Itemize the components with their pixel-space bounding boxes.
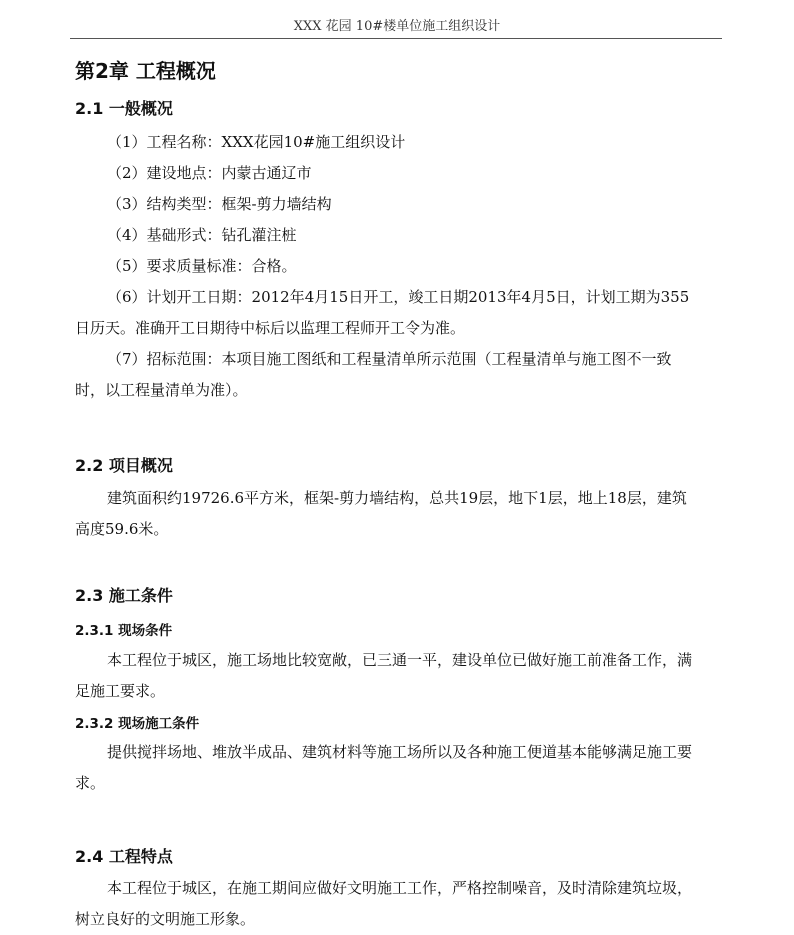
section-2-3-1-title: 2.3.1 现场条件 bbox=[75, 623, 173, 639]
general-item-3: （3）结构类型：框架-剪力墙结构 bbox=[107, 195, 332, 213]
section-2-4-body bbox=[75, 873, 693, 935]
general-item-2: （2）建设地点：内蒙古通辽市 bbox=[107, 164, 312, 182]
page-header: XXX 花园 10#楼单位施工组织设计 bbox=[293, 19, 501, 34]
general-item-5: （5）要求质量标准：合格。 bbox=[107, 257, 297, 275]
general-item-7: （7）招标范围：本项目施工图纸和工程量清单所示范围（工程量清单与施工图不一致时，以工程量清单为准）。 bbox=[75, 350, 672, 399]
chapter-title: 第2章 工程概况 bbox=[75, 59, 216, 83]
section-2-3-2-title: 2.3.2 现场施工条件 bbox=[75, 716, 200, 732]
section-2-3-title: 2.3 施工条件 bbox=[75, 586, 173, 605]
header-rule bbox=[70, 38, 722, 39]
section-2-2-title: 2.2 项目概况 bbox=[75, 456, 173, 475]
general-item-1: （1）工程名称：XXX花园10#施工组织设计 bbox=[107, 133, 406, 151]
section-2-3-1-body bbox=[75, 645, 693, 707]
project-overview-text: 建筑面积约19726.6平方米，框架-剪力墙结构，总共19层，地下1层，地上18层，建筑高度59.6米。 bbox=[75, 489, 687, 538]
general-item-4: （4）基础形式：钻孔灌注桩 bbox=[107, 226, 297, 244]
project-feature-text: 本工程位于城区，在施工期间应做好文明施工工作，严格控制噪音，及时清除建筑垃圾，树立良好的文明施工形象。 bbox=[75, 879, 693, 928]
section-2-1-body bbox=[75, 127, 693, 406]
section-2-2-body bbox=[75, 483, 693, 545]
section-2-1-title: 2.1 一般概况 bbox=[75, 99, 173, 118]
section-2-3-2-body bbox=[75, 737, 693, 799]
section-2-4-title: 2.4 工程特点 bbox=[75, 847, 173, 866]
site-condition-text: 本工程位于城区，施工场地比较宽敞，已三通一平，建设单位已做好施工前准备工作，满足施工要求。 bbox=[75, 651, 693, 700]
site-construction-condition-text: 提供搅拌场地、堆放半成品、建筑材料等施工场所以及各种施工便道基本能够满足施工要求。 bbox=[75, 743, 693, 792]
general-item-6: （6）计划开工日期：2012年4月15日开工，竣工日期2013年4月5日，计划工期为355日历天。准确开工日期待中标后以监理工程师开工令为准。 bbox=[75, 288, 690, 337]
